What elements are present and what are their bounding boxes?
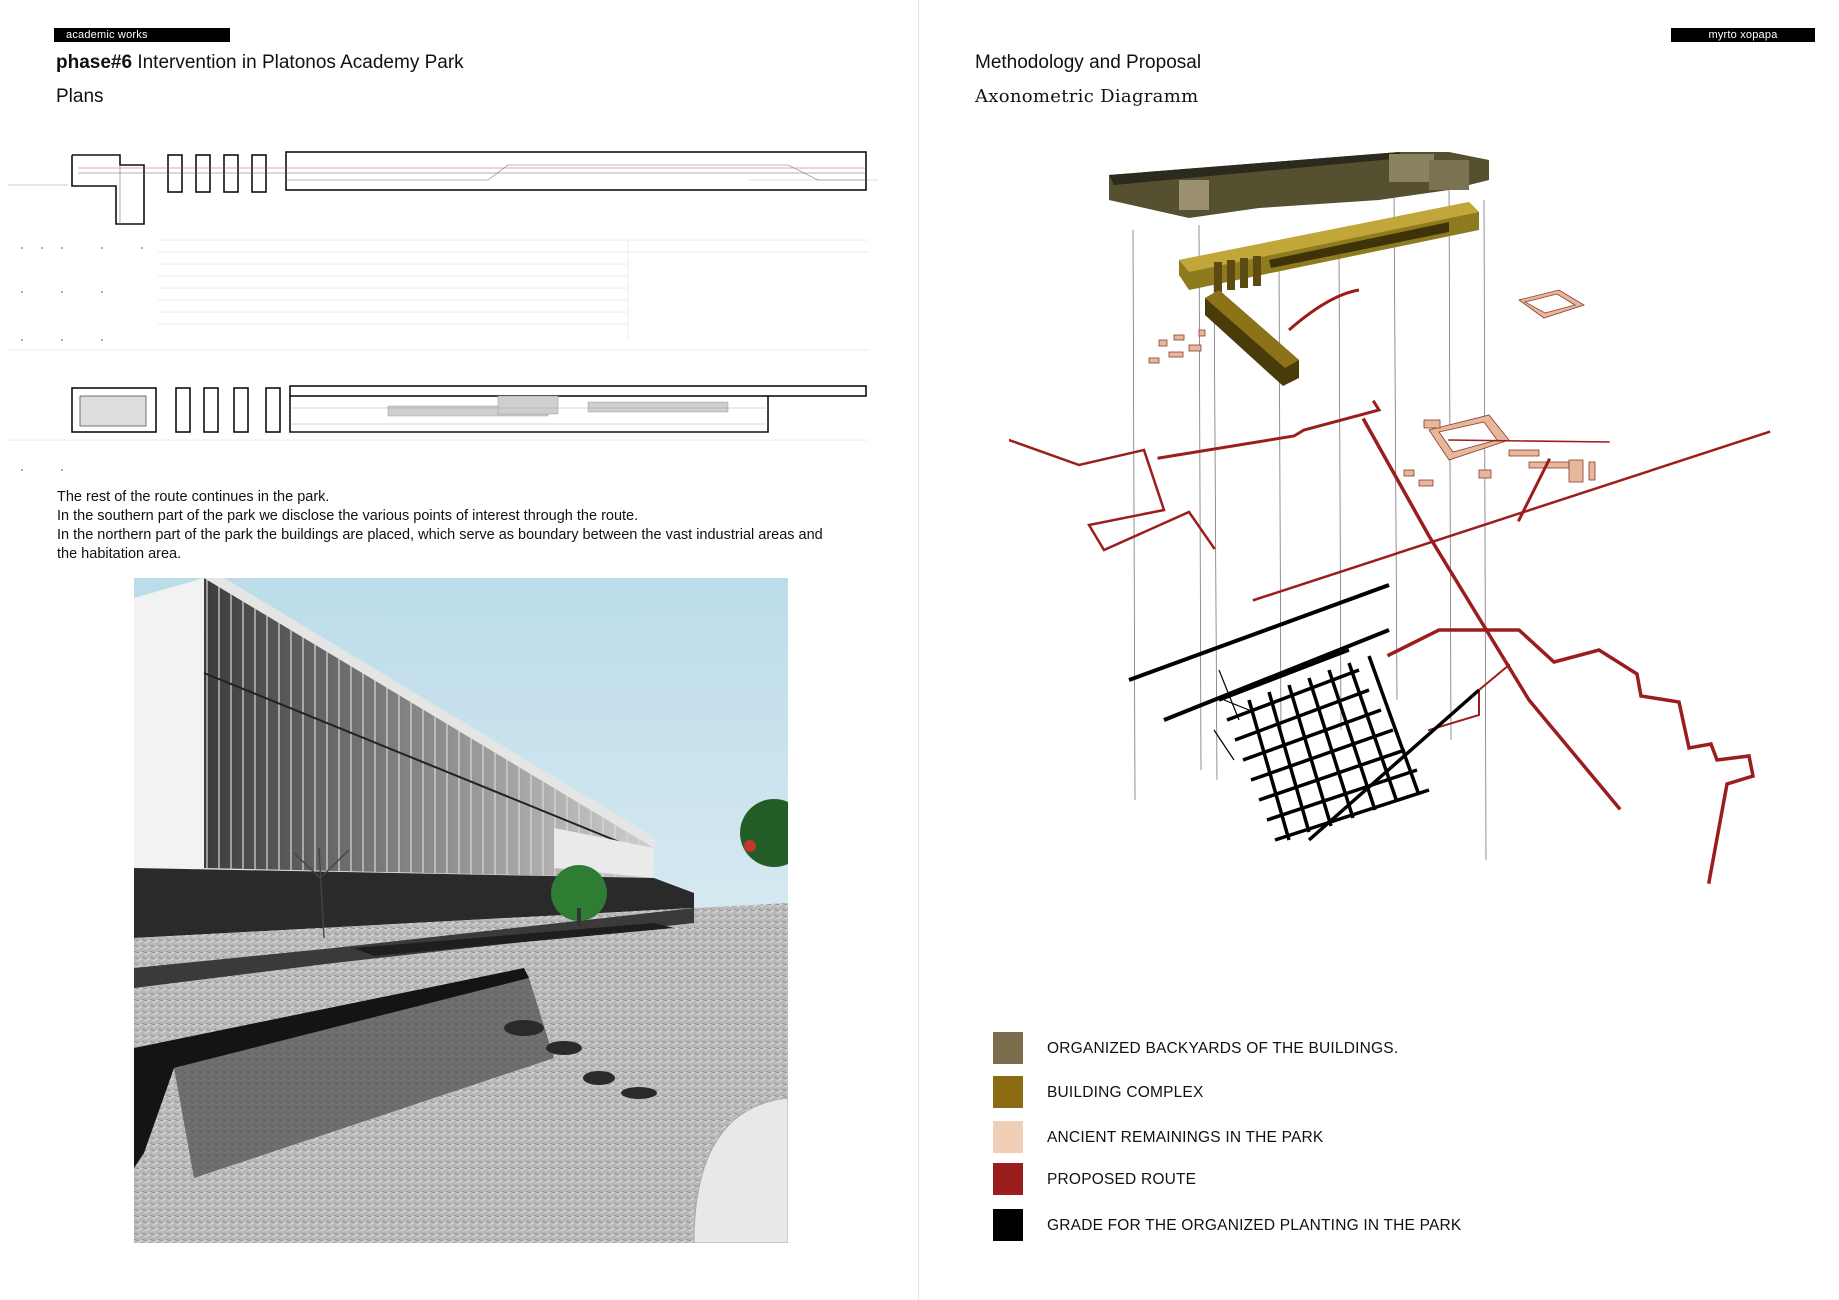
- page-title: [56, 52, 464, 74]
- plan-drawings: [8, 140, 878, 482]
- legend-item-planting-grid: [993, 1209, 1693, 1241]
- planting-grid-layer: [1129, 585, 1479, 840]
- project-title: Intervention in Platonos Academy Park: [132, 52, 464, 73]
- page-subtitle: Axonometric Diagramm: [975, 86, 1199, 107]
- legend-label: ANCIENT REMAININGS IN THE PARK: [1047, 1129, 1324, 1146]
- top-plan: [72, 152, 866, 224]
- section-tag: academic works: [54, 28, 230, 42]
- legend-item-building: [993, 1076, 1693, 1108]
- legend-item-ancient: [993, 1121, 1693, 1153]
- body-line: In the southern part of the park we disclose the various points of interest through the route.: [57, 508, 639, 524]
- legend-swatch: [993, 1209, 1023, 1241]
- legend-item-backyards: [993, 1032, 1693, 1064]
- legend-label: BUILDING COMPLEX: [1047, 1084, 1204, 1101]
- building-layer: [1179, 202, 1479, 386]
- legend-label: PROPOSED ROUTE: [1047, 1171, 1197, 1188]
- page-title: Methodology and Proposal: [975, 52, 1202, 73]
- left-page: [0, 0, 918, 1300]
- body-text: [57, 488, 877, 564]
- legend-item-route: [993, 1163, 1693, 1195]
- legend-swatch: [993, 1121, 1023, 1153]
- legend-label: ORGANIZED BACKYARDS OF THE BUILDINGS.: [1047, 1040, 1399, 1057]
- body-line: In the northern part of the park the buildings are placed, which serve as boundary between the vast industrial areas and: [57, 527, 823, 543]
- author-tag: myrto xopapa: [1671, 28, 1815, 42]
- route-layer: [1009, 402, 1769, 882]
- legend-swatch: [993, 1163, 1023, 1195]
- body-line: The rest of the route continues in the park.: [57, 489, 330, 505]
- legend-label: GRADE FOR THE ORGANIZED PLANTING IN THE PARK: [1047, 1217, 1462, 1234]
- legend-swatch: [993, 1076, 1023, 1108]
- perspective-render: [134, 578, 788, 1243]
- phase-label: phase#6: [56, 52, 133, 73]
- backyards-layer: [1109, 152, 1489, 218]
- body-line: the habitation area.: [57, 546, 182, 562]
- legend-swatch: [993, 1032, 1023, 1064]
- page-subtitle: Plans: [56, 86, 104, 107]
- axonometric-diagram: [1009, 140, 1829, 1040]
- right-page: [919, 0, 1839, 1300]
